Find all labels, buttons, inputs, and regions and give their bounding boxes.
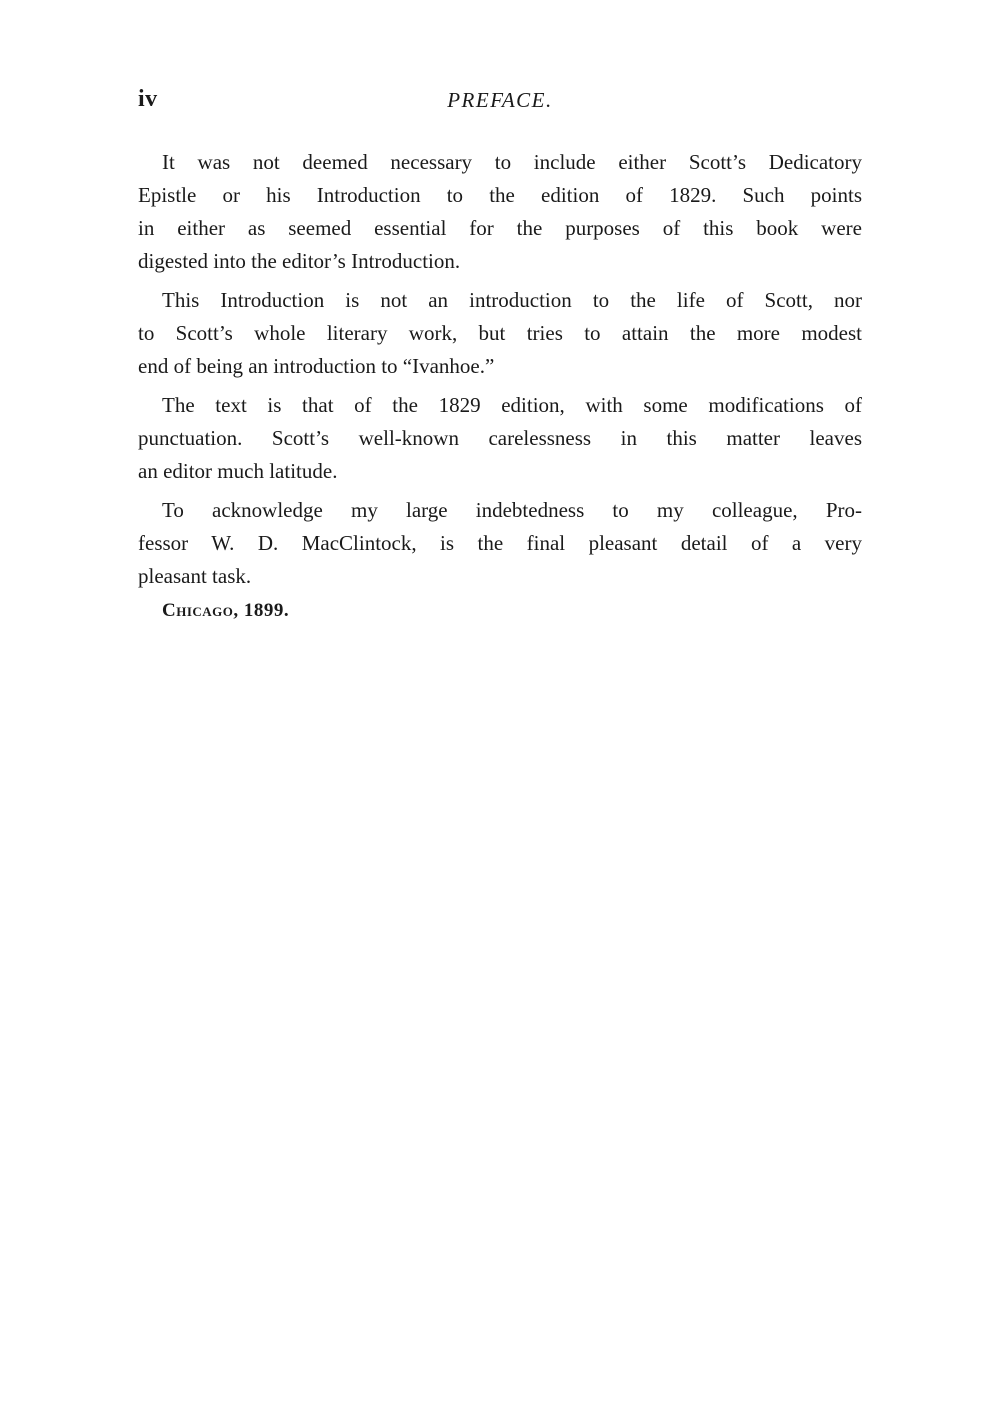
text-line: It was not deemed necessary to include either Scott’s Dedicatory: [162, 150, 862, 174]
paragraph: [138, 494, 862, 593]
text-line: in either as seemed essential for the purposes of this book were: [138, 216, 862, 240]
text-line: fessor W. D. MacClintock, is the final pleasant detail of a very: [138, 531, 862, 555]
text-line: Epistle or his Introduction to the edition of 1829. Such points: [138, 183, 862, 207]
text-line: To acknowledge my large indebtedness to my colleague, Pro-: [162, 498, 862, 522]
text-line: digested into the editor’s Introduction.: [138, 249, 461, 273]
text-line: This Introduction is not an introduction to the life of Scott, nor: [162, 288, 862, 312]
running-head: PREFACE.: [447, 88, 553, 112]
page-header: [138, 86, 862, 120]
text-line: The text is that of the 1829 edition, with some modifications of: [162, 393, 862, 417]
paragraph: [138, 389, 862, 488]
preface-body: [138, 146, 862, 599]
paragraph: [138, 284, 862, 383]
place-date-signoff: Chicago, 1899.: [162, 600, 290, 621]
text-line: pleasant task.: [138, 564, 252, 588]
text-line: an editor much latitude.: [138, 459, 338, 483]
text-line: punctuation. Scott’s well-known carelessness in this matter leaves: [138, 426, 862, 450]
paragraph: [138, 146, 862, 278]
text-line: to Scott’s whole literary work, but tries to attain the more modest: [138, 321, 862, 345]
page-number: iv: [138, 86, 158, 112]
text-line: end of being an introduction to “Ivanhoe.”: [138, 354, 495, 378]
